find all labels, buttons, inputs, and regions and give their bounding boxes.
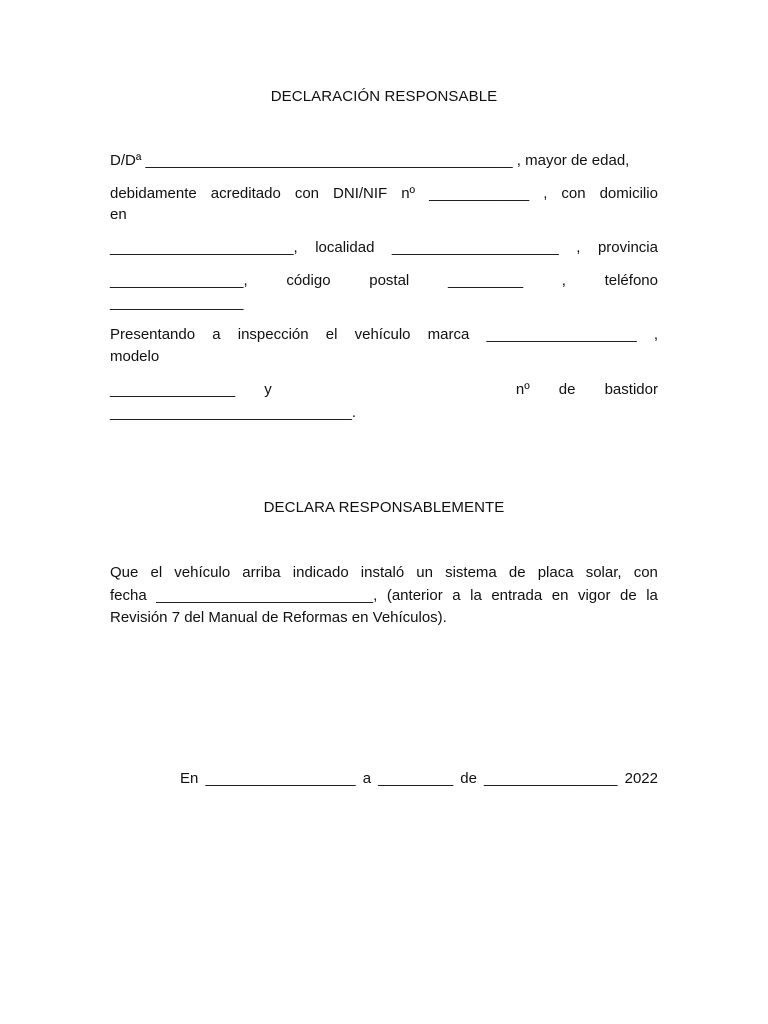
- phone-blank: ________________: [110, 294, 244, 311]
- word: DNI/NIF: [333, 185, 388, 202]
- declaration-line-1: [110, 562, 658, 584]
- word: nº: [515, 381, 530, 398]
- word: código: [286, 272, 331, 289]
- blank-field: ____________: [429, 185, 530, 202]
- name-line: D/Dª ____________________________________________ , mayor de edad,: [110, 152, 630, 169]
- postal-line: [110, 270, 658, 292]
- chassis-blank: _____________________________.: [110, 404, 357, 421]
- word: en: [551, 587, 569, 604]
- word: debidamente: [110, 185, 197, 202]
- document-title: DECLARACIÓN RESPONSABLE: [270, 88, 498, 105]
- word: con: [561, 185, 586, 202]
- word: entrada: [491, 587, 543, 604]
- word: En: [180, 770, 199, 787]
- word: vehículo: [174, 564, 231, 581]
- blank-field: ______________________,: [110, 239, 298, 256]
- word: la: [470, 587, 482, 604]
- section-heading: DECLARA RESPONSABLEMENTE: [263, 499, 505, 516]
- word: arriba: [242, 564, 281, 581]
- blank-field: _________: [447, 272, 524, 289]
- blank-field: __________________________,: [156, 587, 378, 604]
- blank-field: ________________: [484, 770, 618, 787]
- word: postal: [369, 272, 410, 289]
- word: a: [452, 587, 461, 604]
- word: (anterior: [386, 587, 443, 604]
- word: de: [460, 770, 477, 787]
- blank-field: _________: [378, 770, 454, 787]
- word: sistema: [445, 564, 497, 581]
- word: el: [325, 326, 338, 343]
- blank-field: ________________,: [110, 272, 248, 289]
- word: con: [294, 185, 320, 202]
- word: inspección: [237, 326, 309, 343]
- address-line: [110, 237, 658, 259]
- blank-field: __________________: [205, 770, 356, 787]
- word: a: [362, 770, 372, 787]
- vehicle-brand-line: [110, 324, 658, 346]
- word: de: [508, 564, 526, 581]
- word: ,: [653, 326, 658, 343]
- word: Que: [110, 564, 139, 581]
- word: la: [646, 587, 658, 604]
- word: vehículo: [354, 326, 411, 343]
- word: indicado: [292, 564, 349, 581]
- declaration-line-3: Revisión 7 del Manual de Reformas en Vehículos).: [110, 609, 447, 626]
- word: Presentando: [110, 326, 196, 343]
- word: domicilio: [599, 185, 658, 202]
- word: localidad: [315, 239, 375, 256]
- word: y: [264, 381, 272, 398]
- word: el: [150, 564, 163, 581]
- id-line: [110, 183, 658, 205]
- word: vigor: [577, 587, 611, 604]
- word: teléfono: [604, 272, 658, 289]
- model-label: modelo: [110, 348, 160, 365]
- word: ,: [576, 239, 581, 256]
- word: provincia: [597, 239, 658, 256]
- word: ,: [543, 185, 548, 202]
- word: con: [633, 564, 658, 581]
- word: bastidor: [604, 381, 658, 398]
- word: de: [558, 381, 576, 398]
- blank-field: ____________________: [391, 239, 559, 256]
- word: nº: [401, 185, 416, 202]
- blank-field: __________________: [486, 326, 637, 343]
- blank-field: _______________: [110, 381, 236, 398]
- signature-line: [180, 768, 658, 790]
- word: marca: [427, 326, 470, 343]
- declaration-line-2: [110, 585, 658, 607]
- year: 2022: [624, 770, 658, 787]
- model-line: [110, 379, 658, 401]
- word: acreditado: [210, 185, 281, 202]
- word: solar,: [585, 564, 622, 581]
- word: a: [212, 326, 221, 343]
- word: instaló: [360, 564, 405, 581]
- word: fecha: [110, 587, 147, 604]
- word: placa: [537, 564, 574, 581]
- word: un: [416, 564, 433, 581]
- word: ,: [561, 272, 566, 289]
- id-line-wrap: en: [110, 206, 127, 223]
- word: de: [620, 587, 637, 604]
